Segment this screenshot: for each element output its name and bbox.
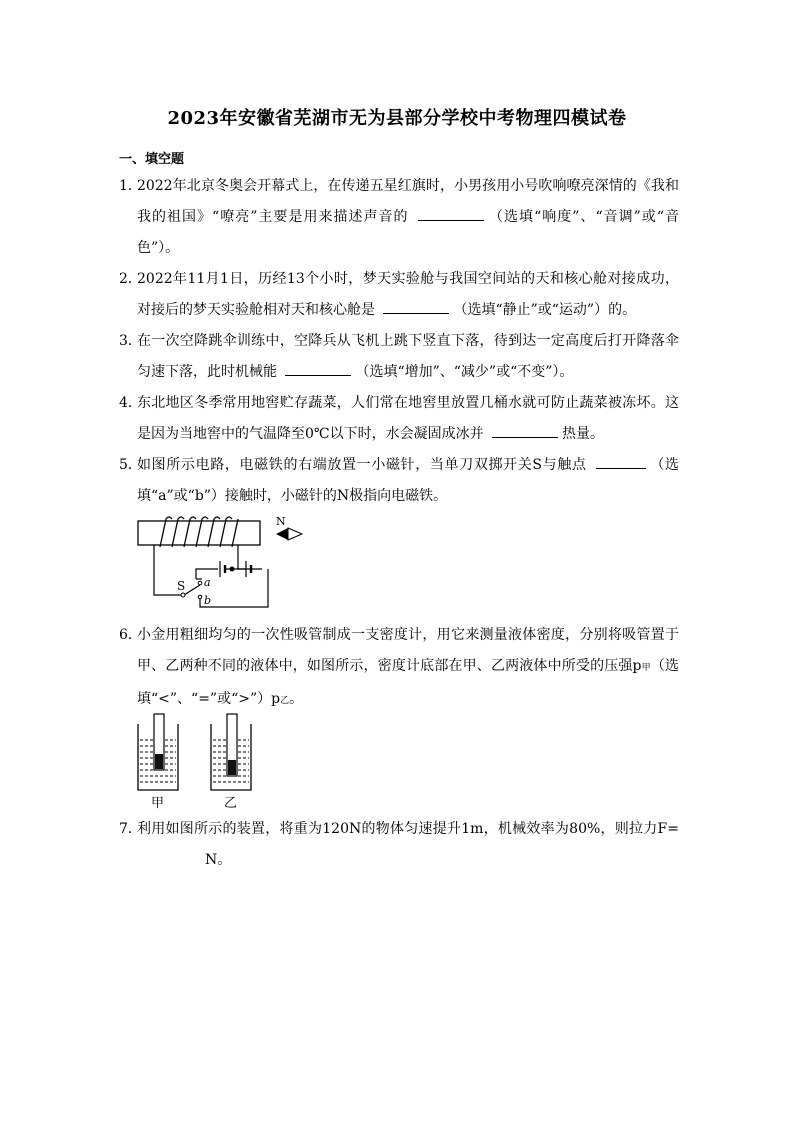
contact-b-label: b: [204, 594, 212, 607]
question-7: [119, 814, 679, 876]
question-text-end: 。: [289, 691, 304, 707]
question-text: 利用如图所示的装置，将重为120N的物体匀速提升1m，机械效率为80%，则拉力F=: [137, 821, 679, 837]
electromagnet-circuit-figure: [136, 515, 296, 611]
question-number: 1．: [119, 178, 142, 194]
battery: [220, 561, 251, 577]
question-number: 6．: [119, 627, 142, 643]
question-text: 如图所示电路，电磁铁的右端放置一小磁针，当单刀双掷开关S与触点: [137, 457, 587, 473]
question-text-after: （选填“响度”、“音调”或“音色”）。: [137, 209, 679, 256]
question-number: 4．: [119, 395, 142, 411]
question-text-after: （选填“静止”或“运动”）的。: [453, 302, 637, 318]
answer-blank[interactable]: [596, 454, 646, 469]
question-3: [119, 326, 679, 388]
subscript-jia: 甲: [641, 663, 651, 673]
subscript-yi: 乙: [280, 696, 290, 706]
needle-south-pole: [288, 528, 302, 540]
beaker-jia-label: 甲: [151, 796, 165, 810]
contact-a-label: a: [204, 576, 211, 589]
density-meter-figure: [134, 712, 264, 810]
question-5: [119, 450, 679, 512]
answer-blank[interactable]: [492, 423, 558, 438]
needle-north-pole: [276, 528, 288, 540]
question-text-after: （选填“<”、“=”或“>”）p: [137, 658, 680, 707]
beaker-yi-label: 乙: [224, 796, 238, 810]
question-text: 东北地区冬季常用地窖贮存蔬菜，人们常在地窖里放置几桶水就可防止蔬菜被冻坏。这是因为当地窖中的气温降至0℃以下时，水会凝固成冰并: [137, 395, 679, 442]
question-text-after: （选填“增加”、“减少”或“不变”）。: [355, 364, 574, 380]
question-number: 2．: [119, 271, 142, 287]
question-text: 2022年北京冬奥会开幕式上，在传递五星红旗时，小男孩用小号吹响嘹亮深情的《我和我的祖国》“嘹亮”主要是用来描述声音的: [137, 178, 679, 225]
question-number: 5．: [119, 457, 142, 473]
question-text-after: N。: [205, 852, 232, 868]
switch-label: S: [177, 579, 186, 593]
beaker-jia: [138, 714, 178, 790]
compass-needle-figure: [274, 514, 310, 544]
question-number: 7．: [119, 821, 142, 837]
answer-blank[interactable]: [141, 849, 201, 864]
question-text-after: （选填“a”或“b”）接触时，小磁针的N极指向电磁铁。: [137, 457, 680, 504]
answer-blank[interactable]: [285, 361, 351, 376]
question-1: [119, 171, 679, 264]
question-4: [119, 388, 679, 450]
question-number: 3．: [119, 333, 142, 349]
needle-north-label: N: [276, 515, 286, 528]
question-text: 在一次空降跳伞训练中，空降兵从飞机上跳下竖直下落，待到达一定高度后打开降落伞匀速下落，此时机械能: [137, 333, 679, 380]
question-2: [119, 264, 679, 326]
beaker-yi: [211, 714, 251, 790]
answer-blank[interactable]: [418, 206, 484, 221]
question-text: 小金用粗细均匀的一次性吸管制成一支密度计，用它来测量液体密度，分别将吸管置于甲、乙两种不同的液体中，如图所示，密度计底部在甲、乙两液体中所受的压强p: [137, 627, 679, 674]
answer-blank[interactable]: [383, 299, 449, 314]
page-title: 2023年安徽省芜湖市无为县部分学校中考物理四模试卷: [167, 108, 627, 129]
question-text-after: 热量。: [562, 426, 605, 442]
section-heading: 一、填空题: [119, 152, 185, 167]
question-text: 2022年11月1日，历经13个小时，梦天实验舱与我国空间站的天和核心舱对接成功，对接后的梦天实验舱相对天和核心舱是: [137, 271, 679, 318]
question-6: [119, 620, 679, 717]
